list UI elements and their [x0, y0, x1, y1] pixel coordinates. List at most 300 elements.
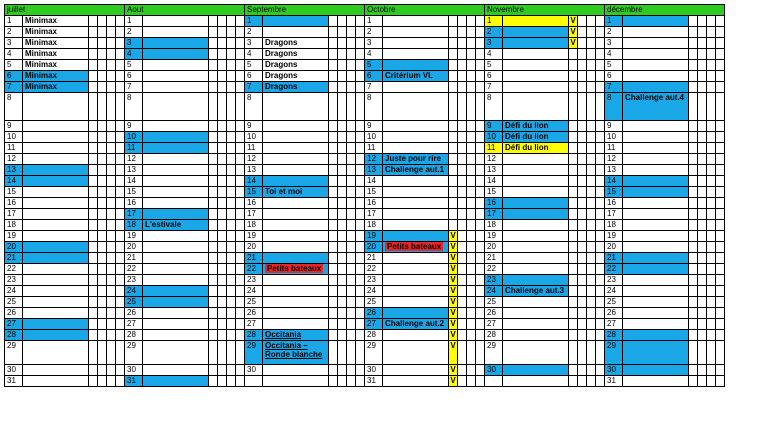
event-label: L'estivale [145, 220, 182, 229]
empty-cell [578, 38, 587, 49]
empty-cell [218, 297, 227, 308]
day-event [263, 330, 329, 341]
empty-cell [347, 82, 356, 93]
empty-cell [707, 242, 716, 253]
v-marker [329, 376, 338, 387]
month-header: décembre [605, 5, 725, 16]
day-event [503, 198, 569, 209]
empty-cell [218, 132, 227, 143]
empty-cell [578, 132, 587, 143]
empty-cell [707, 231, 716, 242]
empty-cell [347, 220, 356, 231]
day-event [23, 209, 89, 220]
v-marker [89, 16, 98, 27]
empty-cell [227, 242, 236, 253]
empty-cell [116, 121, 125, 132]
empty-cell [467, 365, 476, 376]
empty-cell [347, 154, 356, 165]
day-number: 19 [605, 231, 623, 242]
day-number: 28 [5, 330, 23, 341]
day-event [383, 27, 449, 38]
day-number: 8 [365, 93, 383, 121]
empty-cell [596, 143, 605, 154]
v-marker [689, 187, 698, 198]
empty-cell [587, 319, 596, 330]
empty-cell [578, 242, 587, 253]
empty-cell [578, 49, 587, 60]
empty-cell [116, 286, 125, 297]
v-marker [329, 38, 338, 49]
day-number: 5 [125, 60, 143, 71]
highlighted-event: Petits bateaux [267, 264, 322, 273]
empty-cell [578, 27, 587, 38]
empty-cell [476, 82, 485, 93]
day-event [503, 93, 569, 121]
empty-cell [218, 286, 227, 297]
day-number: 1 [245, 16, 263, 27]
v-marker [209, 16, 218, 27]
day-number: 10 [245, 132, 263, 143]
empty-cell [116, 365, 125, 376]
v-marker [209, 264, 218, 275]
empty-cell [458, 286, 467, 297]
event-label: Défi du lion [505, 143, 549, 152]
v-marker [209, 71, 218, 82]
empty-cell [467, 308, 476, 319]
day-event [503, 231, 569, 242]
empty-cell [338, 82, 347, 93]
calendar-row [5, 49, 725, 60]
empty-cell [236, 176, 245, 187]
day-number: 15 [485, 187, 503, 198]
empty-cell [107, 264, 116, 275]
empty-cell [578, 253, 587, 264]
empty-cell [227, 330, 236, 341]
empty-cell [236, 49, 245, 60]
v-marker [329, 154, 338, 165]
day-number: 21 [125, 253, 143, 264]
day-event [23, 341, 89, 365]
empty-cell [707, 187, 716, 198]
day-number: 27 [365, 319, 383, 330]
day-event [503, 16, 569, 27]
empty-cell [578, 71, 587, 82]
day-event [263, 71, 329, 82]
empty-cell [227, 27, 236, 38]
day-event [503, 209, 569, 220]
empty-cell [458, 165, 467, 176]
empty-cell [467, 209, 476, 220]
day-event [623, 71, 689, 82]
empty-cell [338, 297, 347, 308]
empty-cell [347, 143, 356, 154]
empty-cell [707, 365, 716, 376]
empty-cell [227, 209, 236, 220]
day-number: 26 [365, 308, 383, 319]
day-event [503, 330, 569, 341]
empty-cell [587, 165, 596, 176]
empty-cell [218, 121, 227, 132]
empty-cell [347, 93, 356, 121]
empty-cell [467, 376, 476, 387]
empty-cell [476, 308, 485, 319]
event-label: Minimax [25, 49, 58, 58]
empty-cell [236, 275, 245, 286]
day-event [503, 187, 569, 198]
calendar-row [5, 121, 725, 132]
v-marker [89, 198, 98, 209]
v-marker [209, 376, 218, 387]
empty-cell [698, 143, 707, 154]
empty-cell [356, 365, 365, 376]
v-marker: V [570, 38, 576, 47]
empty-cell [476, 376, 485, 387]
empty-cell [98, 365, 107, 376]
v-marker [209, 231, 218, 242]
day-number: 5 [485, 60, 503, 71]
day-event [383, 154, 449, 165]
day-number: 2 [605, 27, 623, 38]
day-number: 6 [125, 71, 143, 82]
empty-cell [707, 341, 716, 365]
day-event [143, 330, 209, 341]
empty-cell [476, 187, 485, 198]
day-event [503, 253, 569, 264]
v-marker [329, 220, 338, 231]
empty-cell [347, 187, 356, 198]
event-label: Dragons [265, 82, 298, 91]
empty-cell [458, 121, 467, 132]
empty-cell [356, 93, 365, 121]
v-marker [689, 71, 698, 82]
empty-cell [716, 121, 725, 132]
empty-cell [356, 231, 365, 242]
day-event [383, 82, 449, 93]
empty-cell [236, 264, 245, 275]
empty-cell [107, 297, 116, 308]
empty-cell [98, 253, 107, 264]
empty-cell [716, 297, 725, 308]
day-number: 13 [5, 165, 23, 176]
v-marker [329, 82, 338, 93]
v-marker [689, 286, 698, 297]
empty-cell [716, 198, 725, 209]
v-marker [449, 176, 458, 187]
v-marker [689, 143, 698, 154]
v-marker [449, 49, 458, 60]
empty-cell [227, 154, 236, 165]
empty-cell [218, 231, 227, 242]
empty-cell [107, 341, 116, 365]
v-marker [329, 132, 338, 143]
event-label: Défi du lion [505, 121, 549, 130]
v-marker [569, 121, 578, 132]
v-marker [329, 253, 338, 264]
empty-cell [218, 308, 227, 319]
day-event [23, 376, 89, 387]
day-number: 12 [605, 154, 623, 165]
v-marker [329, 60, 338, 71]
day-event [143, 16, 209, 27]
empty-cell [578, 16, 587, 27]
empty-cell [716, 365, 725, 376]
v-marker [209, 308, 218, 319]
empty-cell [107, 220, 116, 231]
v-marker: V [570, 16, 576, 25]
day-event [143, 49, 209, 60]
v-marker [569, 82, 578, 93]
day-number: 19 [245, 231, 263, 242]
day-number: 19 [485, 231, 503, 242]
empty-cell [356, 376, 365, 387]
v-marker: V [450, 297, 456, 306]
v-marker [329, 341, 338, 365]
empty-cell [347, 242, 356, 253]
day-number: 14 [125, 176, 143, 187]
empty-cell [218, 365, 227, 376]
day-number: 21 [5, 253, 23, 264]
empty-cell [707, 376, 716, 387]
empty-cell [458, 187, 467, 198]
empty-cell [476, 60, 485, 71]
empty-cell [698, 242, 707, 253]
empty-cell [347, 286, 356, 297]
empty-cell [227, 220, 236, 231]
empty-cell [338, 154, 347, 165]
empty-cell [338, 275, 347, 286]
calendar-row [5, 286, 725, 297]
empty-cell [227, 121, 236, 132]
empty-cell [716, 165, 725, 176]
empty-cell [578, 365, 587, 376]
day-event [23, 154, 89, 165]
empty-cell [107, 16, 116, 27]
empty-cell [338, 341, 347, 365]
day-number: 8 [605, 93, 623, 121]
empty-cell [467, 143, 476, 154]
empty-cell [218, 165, 227, 176]
calendar-row [5, 365, 725, 376]
empty-cell [458, 16, 467, 27]
empty-cell [107, 330, 116, 341]
day-event [23, 165, 89, 176]
empty-cell [107, 38, 116, 49]
empty-cell [356, 297, 365, 308]
day-event [23, 49, 89, 60]
event-label: Dragons [265, 71, 298, 80]
empty-cell [476, 253, 485, 264]
empty-cell [218, 71, 227, 82]
empty-cell [98, 231, 107, 242]
day-number: 26 [485, 308, 503, 319]
v-marker [209, 297, 218, 308]
v-marker [329, 319, 338, 330]
v-marker [449, 198, 458, 209]
day-number: 9 [365, 121, 383, 132]
empty-cell [98, 297, 107, 308]
day-event [503, 341, 569, 365]
v-marker [569, 242, 578, 253]
empty-cell [218, 220, 227, 231]
day-event [263, 16, 329, 27]
empty-cell [98, 82, 107, 93]
empty-cell [218, 176, 227, 187]
day-event [23, 220, 89, 231]
day-event [383, 209, 449, 220]
day-event [623, 297, 689, 308]
day-event [23, 297, 89, 308]
empty-cell [116, 242, 125, 253]
day-number: 7 [5, 82, 23, 93]
empty-cell [356, 176, 365, 187]
day-number: 6 [5, 71, 23, 82]
v-marker: V [450, 319, 456, 328]
day-event [263, 231, 329, 242]
empty-cell [698, 220, 707, 231]
empty-cell [98, 209, 107, 220]
day-event [143, 253, 209, 264]
empty-cell [698, 187, 707, 198]
empty-cell [218, 49, 227, 60]
empty-cell [458, 198, 467, 209]
empty-cell [227, 187, 236, 198]
day-event [23, 264, 89, 275]
empty-cell [467, 154, 476, 165]
v-marker [209, 49, 218, 60]
empty-cell [347, 27, 356, 38]
day-event [143, 143, 209, 154]
empty-cell [596, 71, 605, 82]
empty-cell [596, 275, 605, 286]
empty-cell [236, 297, 245, 308]
month-header: Septembre [245, 5, 365, 16]
empty-cell [107, 27, 116, 38]
empty-cell [698, 209, 707, 220]
empty-cell [227, 365, 236, 376]
empty-cell [218, 253, 227, 264]
day-event [383, 365, 449, 376]
day-event [623, 176, 689, 187]
v-marker [89, 365, 98, 376]
day-event [263, 220, 329, 231]
day-event [143, 319, 209, 330]
day-event [503, 264, 569, 275]
day-event [623, 27, 689, 38]
empty-cell [476, 275, 485, 286]
day-number: 4 [605, 49, 623, 60]
calendar-row [5, 330, 725, 341]
empty-cell [707, 220, 716, 231]
day-number: 17 [485, 209, 503, 220]
day-number: 9 [125, 121, 143, 132]
empty-cell [458, 154, 467, 165]
empty-cell [218, 209, 227, 220]
v-marker [569, 365, 578, 376]
empty-cell [236, 60, 245, 71]
v-marker [89, 264, 98, 275]
empty-cell [227, 16, 236, 27]
empty-cell [587, 60, 596, 71]
empty-cell [338, 253, 347, 264]
empty-cell [587, 93, 596, 121]
day-number: 10 [125, 132, 143, 143]
day-event [23, 330, 89, 341]
empty-cell [707, 71, 716, 82]
empty-cell [356, 71, 365, 82]
day-number: 23 [245, 275, 263, 286]
empty-cell [698, 376, 707, 387]
day-event [263, 49, 329, 60]
day-event [263, 132, 329, 143]
day-number: 17 [365, 209, 383, 220]
empty-cell [716, 308, 725, 319]
empty-cell [467, 297, 476, 308]
v-marker: V [450, 264, 456, 273]
day-number: 24 [5, 286, 23, 297]
empty-cell [107, 132, 116, 143]
day-number: 19 [365, 231, 383, 242]
empty-cell [578, 341, 587, 365]
event-label: Challenge aut.3 [505, 286, 565, 295]
empty-cell [116, 71, 125, 82]
day-number: 31 [5, 376, 23, 387]
empty-cell [587, 143, 596, 154]
day-number: 26 [245, 308, 263, 319]
v-marker [329, 143, 338, 154]
empty-cell [356, 253, 365, 264]
empty-cell [467, 187, 476, 198]
day-event [263, 143, 329, 154]
empty-cell [596, 132, 605, 143]
day-number: 11 [5, 143, 23, 154]
empty-cell [578, 376, 587, 387]
day-number: 7 [245, 82, 263, 93]
empty-cell [707, 132, 716, 143]
day-event [623, 275, 689, 286]
day-number: 11 [245, 143, 263, 154]
day-event [503, 365, 569, 376]
day-event [23, 286, 89, 297]
event-label: Minimax [25, 16, 58, 25]
empty-cell [107, 71, 116, 82]
day-number: 16 [5, 198, 23, 209]
day-number: 6 [485, 71, 503, 82]
empty-cell [338, 132, 347, 143]
v-marker [89, 71, 98, 82]
day-number: 4 [125, 49, 143, 60]
empty-cell [107, 165, 116, 176]
empty-cell [707, 330, 716, 341]
day-number: 3 [5, 38, 23, 49]
empty-cell [578, 275, 587, 286]
day-event [263, 198, 329, 209]
day-event [383, 231, 449, 242]
day-event [383, 198, 449, 209]
v-marker [209, 198, 218, 209]
day-number: 18 [485, 220, 503, 231]
day-number: 20 [125, 242, 143, 253]
v-marker [89, 60, 98, 71]
empty-cell [356, 209, 365, 220]
empty-cell [467, 38, 476, 49]
empty-cell [707, 93, 716, 121]
event-label: Dragons [265, 60, 298, 69]
empty-cell [458, 242, 467, 253]
day-number: 24 [485, 286, 503, 297]
day-number: 20 [605, 242, 623, 253]
calendar-row [5, 16, 725, 27]
empty-cell [716, 209, 725, 220]
